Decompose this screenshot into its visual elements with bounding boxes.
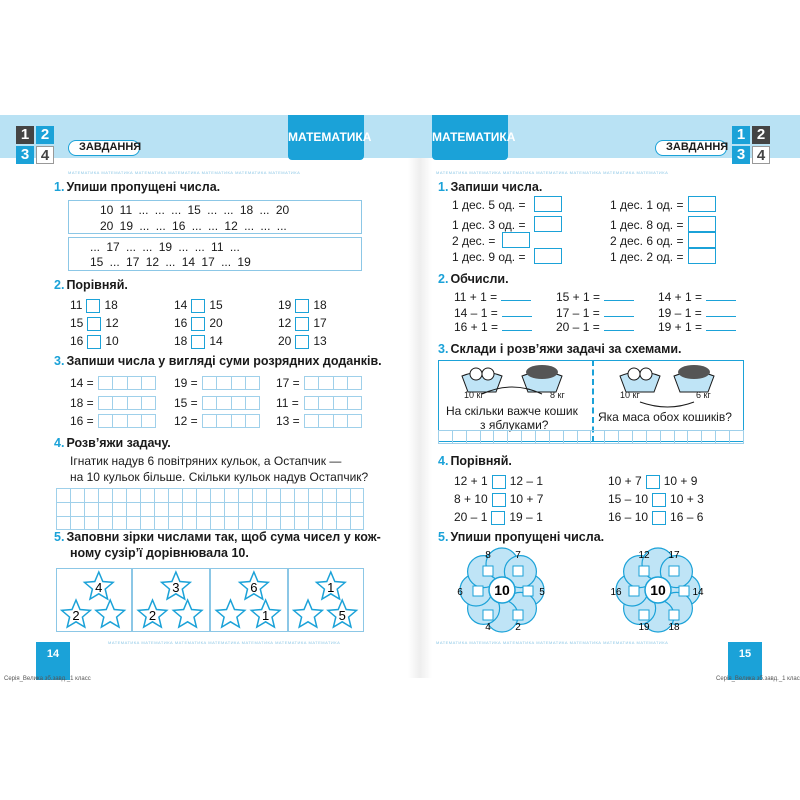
footer-left: Серія_Велика зб.завд._1 класс xyxy=(4,676,91,682)
calc-answer-line[interactable] xyxy=(706,307,736,317)
r-task3-weight: 10 кг xyxy=(464,390,484,400)
badge-4: 4 xyxy=(36,146,54,164)
compare-item xyxy=(608,474,697,489)
brace-link xyxy=(640,402,694,407)
page-gutter xyxy=(408,158,432,678)
r-task3-question: з яблуками? xyxy=(480,418,549,432)
r-task3-question: Яка маса обох кошиків? xyxy=(598,410,732,424)
r-task1-heading: 1. Запиши числа. xyxy=(438,180,543,194)
decade-answer-box[interactable] xyxy=(688,196,716,212)
compare-left: 16 – 10 xyxy=(608,510,649,524)
basket-apples-icon xyxy=(462,368,502,392)
compare-box[interactable] xyxy=(652,511,666,525)
compare-item xyxy=(70,298,118,313)
watermark-bottom-left: МАТЕМАТИКА МАТЕМАТИКА МАТЕМАТИКА МАТЕМАТИКА МАТЕМАТИКА МАТЕМАТИКА МАТЕМАТИКА xyxy=(108,640,341,645)
decade-label: 1 дес. 8 од. = xyxy=(610,218,684,232)
decade-answer-box[interactable] xyxy=(534,196,562,212)
flower-number-center: 10 xyxy=(650,582,666,598)
sum-label: 13 = xyxy=(276,414,300,428)
flower-answer-box[interactable] xyxy=(639,610,649,620)
calc-item xyxy=(556,290,634,304)
star-group-svg xyxy=(133,569,211,633)
calc-item xyxy=(454,320,532,334)
compare-right: 16 – 6 xyxy=(670,510,704,524)
compare-box[interactable] xyxy=(295,299,309,313)
compare-right: 10 + 3 xyxy=(670,492,704,506)
badge-2-right: 2 xyxy=(752,126,770,144)
calc-answer-line[interactable] xyxy=(501,291,531,301)
sum-cells[interactable] xyxy=(304,396,362,410)
r-task5-heading: 5. Упиши пропущені числа. xyxy=(438,530,605,544)
star-icon[interactable] xyxy=(216,600,245,627)
page-number-right: 15 xyxy=(728,642,762,680)
compare-left: 16 xyxy=(70,334,84,348)
decade-label: 2 дес. 6 од. = xyxy=(610,234,684,248)
calc-expr: 14 – 1 = xyxy=(454,306,498,320)
decade-answer-box[interactable] xyxy=(688,248,716,264)
calc-answer-line[interactable] xyxy=(706,321,736,331)
compare-box[interactable] xyxy=(652,493,666,507)
flower-answer-box[interactable] xyxy=(679,586,689,596)
compare-item xyxy=(70,316,119,331)
compare-left: 12 + 1 xyxy=(454,474,488,488)
basket-apples-icon-2 xyxy=(620,368,660,392)
task1-row: ... 17 ... ... 19 ... ... 11 ... xyxy=(90,240,240,254)
star-number: 1 xyxy=(327,580,335,595)
flower-number-left: 16 xyxy=(610,587,622,598)
task1-heading: 1. Упиши пропущені числа. xyxy=(54,180,221,194)
star-number: 2 xyxy=(148,608,157,623)
flower-number-bottom: 19 xyxy=(638,622,650,633)
compare-right: 13 xyxy=(313,334,327,348)
compare-item xyxy=(278,298,327,313)
task1-row: 15 ... 17 12 ... 14 17 ... 19 xyxy=(90,255,251,269)
sum-cells[interactable] xyxy=(202,376,260,390)
task4-answer-grid[interactable] xyxy=(56,488,364,530)
badge-1-right: 1 xyxy=(732,126,750,144)
flower-answer-box[interactable] xyxy=(639,566,649,576)
star-number: 4 xyxy=(95,580,103,595)
compare-item xyxy=(174,316,223,331)
calc-expr: 16 + 1 = xyxy=(454,320,499,334)
badge-3: 3 xyxy=(16,146,34,164)
calc-item xyxy=(454,290,531,304)
star-icon[interactable] xyxy=(294,600,323,627)
calc-answer-line[interactable] xyxy=(502,307,532,317)
star-group-svg xyxy=(57,569,133,633)
flower-number-bottom_right: 2 xyxy=(515,622,521,633)
compare-right: 20 xyxy=(209,316,223,330)
flower-number-left: 6 xyxy=(457,587,463,598)
task4-heading: 4. Розв’яжи задачу. xyxy=(54,436,171,450)
compare-item xyxy=(278,334,327,349)
badge-1: 1 xyxy=(16,126,34,144)
calc-item xyxy=(556,320,634,334)
calc-item xyxy=(658,306,736,320)
compare-box[interactable] xyxy=(492,493,506,507)
r-task2-heading: 2. Обчисли. xyxy=(438,272,509,286)
compare-item xyxy=(174,334,223,349)
compare-left: 14 xyxy=(174,298,188,312)
flower-number-bottom: 4 xyxy=(485,622,491,633)
calc-item xyxy=(658,290,736,304)
flower-answer-box[interactable] xyxy=(669,566,679,576)
r-task3-weight: 10 кг xyxy=(620,390,640,400)
watermark-top-right: МАТЕМАТИКА МАТЕМАТИКА МАТЕМАТИКА МАТЕМАТИКА МАТЕМАТИКА МАТЕМАТИКА МАТЕМАТИКА xyxy=(436,170,669,175)
compare-item xyxy=(454,510,543,525)
compare-right: 10 + 7 xyxy=(509,492,544,506)
r-task3-weight: 8 кг xyxy=(550,390,565,400)
compare-box[interactable] xyxy=(191,299,205,313)
compare-right: 19 – 1 xyxy=(509,510,543,524)
watermark-top-left: МАТЕМАТИКА МАТЕМАТИКА МАТЕМАТИКА МАТЕМАТИКА МАТЕМАТИКА МАТЕМАТИКА МАТЕМАТИКА xyxy=(68,170,301,175)
flower-answer-box[interactable] xyxy=(483,610,493,620)
compare-item xyxy=(70,334,119,349)
section-label-left: ЗАВДАННЯ xyxy=(68,140,140,156)
flower-number-top: 12 xyxy=(638,550,650,561)
subject-tab-right: МАТЕМАТИКА xyxy=(432,115,508,160)
decade-answer-box[interactable] xyxy=(502,232,530,248)
sum-label: 16 = xyxy=(70,414,94,428)
calc-expr: 20 – 1 = xyxy=(556,320,600,334)
star-number: 5 xyxy=(338,608,346,623)
star-icon[interactable] xyxy=(96,600,125,627)
r-task3-weight: 6 кг xyxy=(696,390,711,400)
calc-expr: 19 – 1 = xyxy=(658,306,702,320)
decade-label: 1 дес. 9 од. = xyxy=(452,250,526,264)
sum-label: 19 = xyxy=(174,376,198,390)
compare-left: 18 xyxy=(174,334,188,348)
star-group xyxy=(132,568,210,632)
star-group xyxy=(210,568,288,632)
sum-cells[interactable] xyxy=(304,376,362,390)
compare-left: 19 xyxy=(278,298,292,312)
decade-answer-box[interactable] xyxy=(688,232,716,248)
flower-number-top: 8 xyxy=(485,550,491,561)
compare-box[interactable] xyxy=(295,317,309,331)
compare-box[interactable] xyxy=(86,299,100,313)
calc-item xyxy=(454,306,532,320)
footer-right: Серія_Велика зб.завд._1 клас xyxy=(716,676,800,682)
flower-answer-box[interactable] xyxy=(629,586,639,596)
task1-row: 10 11 ... ... ... 15 ... ... 18 ... 20 xyxy=(100,203,290,217)
compare-left: 8 + 10 xyxy=(454,492,488,506)
decade-answer-box[interactable] xyxy=(534,248,562,264)
decade-label: 1 дес. 5 од. = xyxy=(452,198,526,212)
flower-number-top_right: 17 xyxy=(668,550,680,561)
compare-right: 18 xyxy=(104,298,118,312)
r-task3-question: На скільки важче кошик xyxy=(446,404,578,418)
section-label-right: ЗАВДАННЯ xyxy=(655,140,727,156)
task1-row: 20 19 ... ... 16 ... ... 12 ... ... ... xyxy=(100,219,287,233)
r-task3-answer-cells[interactable] xyxy=(438,430,744,444)
decade-label: 2 дес. = xyxy=(452,234,496,248)
compare-box[interactable] xyxy=(191,335,205,349)
flower-number-top_right: 7 xyxy=(515,550,521,561)
sum-label: 17 = xyxy=(276,376,300,390)
compare-box[interactable] xyxy=(191,317,205,331)
task4-text: Ігнатик надув 6 повітряних кульок, а Остапчик — xyxy=(70,454,342,468)
basket-berries-icon xyxy=(522,365,562,392)
task5-heading: 5. Заповни зірки числами так, щоб сума чисел у кож- xyxy=(54,530,381,544)
compare-right: 18 xyxy=(313,298,327,312)
compare-item xyxy=(608,510,703,525)
calc-item xyxy=(556,306,634,320)
calc-expr: 19 + 1 = xyxy=(658,320,703,334)
flower-icon xyxy=(457,548,545,633)
compare-item xyxy=(608,492,704,507)
task3-heading: 3. Запиши числа у вигляді суми розрядних доданків. xyxy=(54,354,382,368)
decade-label: 1 дес. 1 од. = xyxy=(610,198,684,212)
calc-answer-line[interactable] xyxy=(502,321,532,331)
flower-answer-box[interactable] xyxy=(473,586,483,596)
sum-label: 15 = xyxy=(174,396,198,410)
compare-box[interactable] xyxy=(87,335,101,349)
flower-number-bottom_right: 18 xyxy=(668,622,680,633)
task2-heading: 2. Порівняй. xyxy=(54,278,128,292)
page-number-left: 14 xyxy=(36,642,70,680)
star-group xyxy=(56,568,132,632)
compare-right: 12 xyxy=(105,316,119,330)
compare-box[interactable] xyxy=(295,335,309,349)
sum-label: 12 = xyxy=(174,414,198,428)
decade-label: 1 дес. 2 од. = xyxy=(610,250,684,264)
calc-expr: 14 + 1 = xyxy=(658,290,703,304)
compare-right: 15 xyxy=(209,298,223,312)
flower-number-center: 10 xyxy=(494,582,510,598)
task4-text: на 10 кульок більше. Скільки кульок надув Остапчик? xyxy=(70,470,369,484)
sum-cells[interactable] xyxy=(98,414,156,428)
sum-cells[interactable] xyxy=(98,376,156,390)
flower-number-right: 14 xyxy=(692,587,704,598)
star-group-svg xyxy=(211,569,289,633)
r-task5-flowers xyxy=(436,544,736,636)
compare-item xyxy=(278,316,327,331)
calc-expr: 11 + 1 = xyxy=(454,290,498,304)
star-icon[interactable] xyxy=(173,600,202,627)
star-number: 1 xyxy=(261,608,270,623)
decade-label: 1 дес. 3 од. = xyxy=(452,218,526,232)
star-number: 3 xyxy=(172,580,180,595)
calc-answer-line[interactable] xyxy=(604,291,634,301)
compare-right: 10 + 9 xyxy=(663,474,698,488)
calc-expr: 15 + 1 = xyxy=(556,290,601,304)
calc-answer-line[interactable] xyxy=(604,321,634,331)
badge-4-right: 4 xyxy=(752,146,770,164)
flower-icon xyxy=(610,548,704,633)
compare-box[interactable] xyxy=(646,475,660,489)
compare-right: 12 – 1 xyxy=(509,474,544,488)
flower-answer-box[interactable] xyxy=(513,610,523,620)
sum-cells[interactable] xyxy=(202,396,260,410)
compare-item xyxy=(454,474,543,489)
badge-2: 2 xyxy=(36,126,54,144)
compare-left: 20 xyxy=(278,334,292,348)
flower-answer-box[interactable] xyxy=(483,566,493,576)
star-group-svg xyxy=(289,569,365,633)
calc-expr: 17 – 1 = xyxy=(556,306,600,320)
compare-item xyxy=(174,298,223,313)
calc-answer-line[interactable] xyxy=(706,291,736,301)
flower-answer-box[interactable] xyxy=(513,566,523,576)
compare-left: 10 + 7 xyxy=(608,474,642,488)
compare-box[interactable] xyxy=(87,317,101,331)
calc-answer-line[interactable] xyxy=(604,307,634,317)
star-number: 2 xyxy=(72,608,80,623)
star-group xyxy=(288,568,364,632)
decade-answer-box[interactable] xyxy=(534,216,562,232)
watermark-bottom-right: МАТЕМАТИКА МАТЕМАТИКА МАТЕМАТИКА МАТЕМАТИКА МАТЕМАТИКА МАТЕМАТИКА МАТЕМАТИКА xyxy=(436,640,669,645)
subject-tab-left: МАТЕМАТИКА xyxy=(288,115,364,160)
flower-number-right: 5 xyxy=(539,587,545,598)
sum-cells[interactable] xyxy=(304,414,362,428)
compare-left: 20 – 1 xyxy=(454,510,488,524)
sum-label: 18 = xyxy=(70,396,94,410)
compare-right: 10 xyxy=(105,334,119,348)
compare-item xyxy=(454,492,543,507)
flower-answer-box[interactable] xyxy=(523,586,533,596)
compare-left: 11 xyxy=(70,298,83,312)
sum-label: 14 = xyxy=(70,376,94,390)
compare-left: 12 xyxy=(278,316,292,330)
compare-left: 15 – 10 xyxy=(608,492,649,506)
calc-item xyxy=(658,320,736,334)
compare-box[interactable] xyxy=(492,475,506,489)
basket-berries-icon-2 xyxy=(674,365,714,392)
decade-answer-box[interactable] xyxy=(688,216,716,232)
r-task4-heading: 4. Порівняй. xyxy=(438,454,512,468)
sum-cells[interactable] xyxy=(202,414,260,428)
compare-left: 15 xyxy=(70,316,84,330)
task5-heading-cont: ному сузір’ї дорівнювала 10. xyxy=(70,546,249,560)
star-number: 6 xyxy=(250,580,258,595)
r-task3-heading: 3. Склади і розв’яжи задачі за схемами. xyxy=(438,342,682,356)
badge-3-right: 3 xyxy=(732,146,750,164)
compare-box[interactable] xyxy=(491,511,505,525)
compare-left: 16 xyxy=(174,316,188,330)
sum-cells[interactable] xyxy=(98,396,156,410)
sum-label: 11 = xyxy=(276,396,299,410)
compare-right: 17 xyxy=(313,316,327,330)
compare-right: 14 xyxy=(209,334,223,348)
flower-answer-box[interactable] xyxy=(669,610,679,620)
